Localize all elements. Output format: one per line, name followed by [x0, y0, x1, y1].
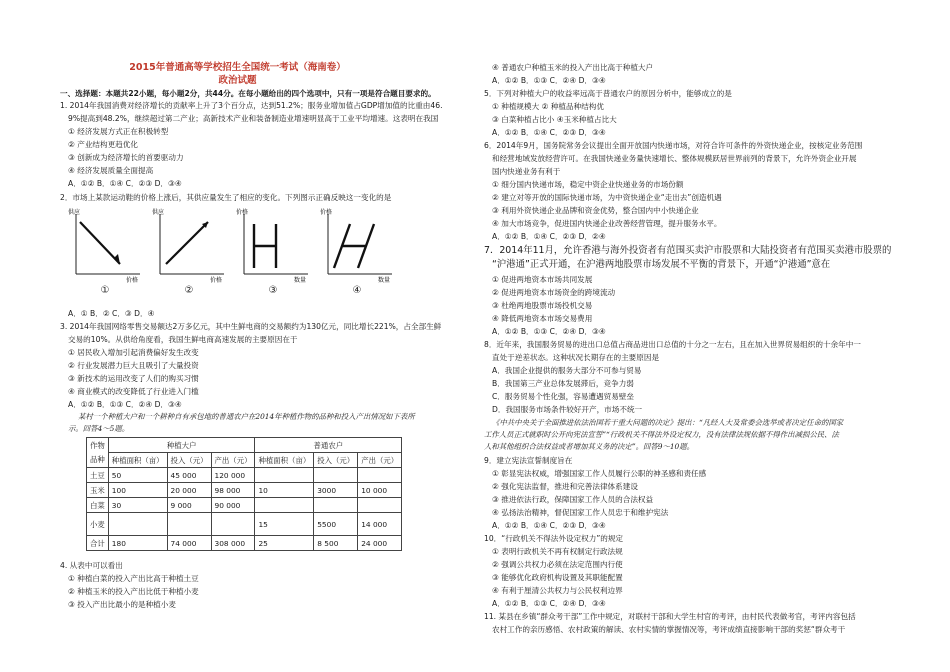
- table-header-cell: 产出（元）: [211, 453, 255, 468]
- exam-title: 2015年普通高等学校招生全国统一考试（海南卷）: [129, 62, 346, 73]
- table-cell: 3000: [314, 483, 358, 498]
- left-line: 1. 2014年我国消费对经济增长的贡献率上升了3个百分点，达到51.2%；服务业增加值占GDP增加值的比重由46.: [60, 101, 443, 110]
- chart-1-label: ①: [100, 285, 110, 296]
- table-cell: 20 000: [167, 483, 211, 498]
- table-cell: [255, 498, 314, 513]
- left-line: ④ 商业模式的改变降低了行业进入门槛: [68, 387, 199, 396]
- chart-4-ylabel: 价格: [320, 209, 333, 216]
- left-line: ③ 新技术的运用改变了人们的购买习惯: [68, 374, 199, 383]
- left-line: 2．市场上某款运动鞋的价格上涨后，其供应量发生了相应的变化。下列图示正确反映这一变化的是: [60, 193, 392, 202]
- exam-subtitle: 政治试题: [218, 75, 257, 86]
- table-cell: [211, 513, 255, 536]
- right-line: 5．下列对种植大户的收益率远高于普通农户的原因分析中，能够成立的是: [484, 89, 732, 98]
- chart-3-xlabel: 数量: [294, 277, 307, 284]
- chart-1-svg: [68, 210, 142, 282]
- right-line: 和经营地域发放经营许可。在我国快递业务量快速增长、整体规模跃居世界前列的背景下，允许外资企业开展: [492, 154, 857, 163]
- passage-line: 某村一个种植大户和一个耕种自有承包地的普通农户在2014年种植作物的品种和投入产出情况如下表所: [78, 412, 415, 421]
- passage-line: 《中共中央关于全面推进依法治国若干重大问题的决定》提出：“凡经人大及常委会选举或者决定任命的国家: [492, 418, 844, 427]
- table-subheader-row: [87, 453, 402, 468]
- left-line: ④ 经济发展质量全面提高: [68, 166, 154, 175]
- table-cell: [314, 498, 358, 513]
- table-cell: 100: [108, 483, 167, 498]
- table-header-cell: 普通农户: [255, 438, 402, 453]
- right-line: A．①② B．①③ C．②④ D．③④: [492, 327, 606, 336]
- table-cell: 合计: [87, 536, 109, 551]
- right-line: C．服务贸易个性化强，容易遭遇贸易壁垒: [492, 392, 634, 401]
- right-line: A．①② B．①④ C．②③ D．③④: [492, 128, 606, 137]
- q7-line: “沪港通”正式开通，在沪港两地股票市场发展不平衡的背景下，开通“沪港通”意在: [492, 259, 831, 270]
- table-cell: 小麦: [87, 513, 109, 536]
- chart-1-xlabel: 价格: [126, 277, 139, 284]
- passage-line: 示。回答4～5题。: [68, 424, 130, 433]
- table-row: [87, 498, 402, 513]
- chart-3-label: ③: [268, 285, 278, 296]
- right-line: ② 强调公共权力必须在法定范围内行使: [492, 560, 623, 569]
- table-cell: 玉米: [87, 483, 109, 498]
- right-line: ① 促进两地资本市场共同发展: [492, 275, 593, 284]
- table-header-cell: 投入（元）: [314, 453, 358, 468]
- table-cell: 土豆: [87, 468, 109, 483]
- table-header-cell: 投入（元）: [167, 453, 211, 468]
- table-cell: 10 000: [358, 483, 402, 498]
- right-line: A．①② B．①③ C．②④ D．③④: [492, 599, 606, 608]
- table-header-cell: 品种: [87, 453, 109, 468]
- section-header: 一、选择题：本题共22小题，每小题2分，共44分。在每小题给出的四个选项中，只有一项是符合题目要求的。: [60, 89, 436, 98]
- left-line: 交易的10%。从供给角度看，我国生鲜电商高速发展的主要原因在于: [68, 335, 298, 344]
- right-line: ③ 白菜种植占比小 ④玉米种植占比大: [492, 115, 617, 124]
- table-cell: 90 000: [211, 498, 255, 513]
- chart-2-svg: [152, 210, 226, 282]
- table-cell: 120 000: [211, 468, 255, 483]
- table-header-row: [87, 438, 402, 453]
- right-line: B．我国第三产业总体发展滞后，竞争力弱: [492, 379, 634, 388]
- right-line: ④ 有利于厘清公共权力与公民权利边界: [492, 586, 623, 595]
- table-cell: 10: [255, 483, 314, 498]
- table-cell: 45 000: [167, 468, 211, 483]
- left-line: ③ 投入产出比最小的是种植小麦: [68, 600, 176, 609]
- table-cell: [358, 468, 402, 483]
- right-line: 国内快递业务有利于: [492, 167, 561, 176]
- right-line: ① 表明行政机关不再有权制定行政法规: [492, 547, 623, 556]
- table-cell: [358, 498, 402, 513]
- chart-2-line: [166, 222, 208, 264]
- table-cell: 24 000: [358, 536, 402, 551]
- table-header-cell: 种植面积（亩）: [255, 453, 314, 468]
- chart-3-svg: [236, 210, 310, 282]
- chart-4-label: ④: [352, 285, 362, 296]
- chart-4: [320, 209, 394, 296]
- right-line: A．①② B．①③ C．②④ D．③④: [492, 76, 606, 85]
- right-line: 9．建立宪法宣誓制度旨在: [484, 456, 573, 465]
- right-line: ④ 加大市场竞争，促进国内快递企业改善经营管理，提升服务水平。: [492, 219, 722, 228]
- right-line: 10．“行政机关不得法外设定权力”的规定: [484, 534, 624, 543]
- table-cell: [255, 468, 314, 483]
- right-line: 6．2014年9月，国务院常务会议提出全面开放国内快递市场，对符合许可条件的外资快递企业，按核定业务范围: [484, 141, 863, 150]
- table-row: [87, 536, 402, 551]
- table-cell: 15: [255, 513, 314, 536]
- table-cell: 30: [108, 498, 167, 513]
- right-line: ① 彰显宪法权威，增强国家工作人员履行公职的神圣感和责任感: [492, 469, 707, 478]
- right-line: ③ 杜绝两地股票市场投机交易: [492, 301, 593, 310]
- right-line: A．①② B．①④ C．②③ D．③④: [492, 521, 606, 530]
- table-cell: [108, 513, 167, 536]
- left-line: 9%提高到48.2%，继续超过第二产业；高新技术产业和装备制造业增速明显高于工业平均增速。这表明在我国: [68, 114, 439, 123]
- chart-3-ylabel: 价格: [236, 209, 249, 216]
- passage-line: 人和其他组织合法权益或者增加其义务的决定”。回答9～10题。: [484, 442, 695, 451]
- chart-2-label: ②: [184, 285, 194, 296]
- right-line: ④ 普通农户种植玉米的投入产出比高于种植大户: [492, 63, 654, 72]
- table-cell: 180: [108, 536, 167, 551]
- table-row: [87, 468, 402, 483]
- table-header-cell: 产出（元）: [358, 453, 402, 468]
- chart-2-xlabel: 价格: [210, 277, 223, 284]
- table-row: [87, 513, 402, 536]
- chart-4-xlabel: 数量: [378, 277, 391, 284]
- chart-2: [152, 209, 226, 296]
- table-cell: [314, 468, 358, 483]
- table-cell: 14 000: [358, 513, 402, 536]
- table-cell: 98 000: [211, 483, 255, 498]
- right-line: ② 建立对等开放的国际快递市场，为中资快递企业“走出去”创造机遇: [492, 193, 722, 202]
- left-line: A．①② B．①④ C．②③ D．③④: [68, 179, 182, 188]
- supply-charts: [68, 210, 448, 300]
- right-line: ③ 利用外资快递企业品牌和资金优势，整合国内中小快递企业: [492, 206, 699, 215]
- table-cell: 50: [108, 468, 167, 483]
- q7-line: 7．2014年11月，允许香港与海外投资者有范围买卖沪市股票和大陆投资者有范围买卖港市股票的: [484, 245, 892, 256]
- left-line: ③ 创新成为经济增长的首要驱动力: [68, 153, 184, 162]
- left-line: ② 种植玉米的投入产出比低于种植小麦: [68, 587, 199, 596]
- table-cell: [167, 513, 211, 536]
- table-header-cell: 种植大户: [108, 438, 255, 453]
- chart-4-svg: [320, 210, 394, 282]
- right-line: ② 强化宪法监督，推进和完善法律体系建设: [492, 482, 638, 491]
- right-line: ④ 降低两地资本市场交易费用: [492, 314, 593, 323]
- table-header-cell: 作物: [87, 438, 109, 453]
- table-cell: 8 500: [314, 536, 358, 551]
- right-line: ② 促进两地资本市场资金的跨境流动: [492, 288, 616, 297]
- table-cell: 74 000: [167, 536, 211, 551]
- right-line: ③ 推进依法行政，保障国家工作人员的合法权益: [492, 495, 654, 504]
- table-cell: 25: [255, 536, 314, 551]
- left-line: ② 行业发展潜力巨大且吸引了大量投资: [68, 361, 199, 370]
- left-line: ② 产业结构更趋优化: [68, 140, 138, 149]
- right-line: A．①② B．①④ C．②③ D．②④: [492, 232, 606, 241]
- left-line: A．① B．② C．③ D．④: [68, 309, 155, 318]
- table-cell: 9 000: [167, 498, 211, 513]
- left-line: ① 种植白菜的投入产出比高于种植土豆: [68, 574, 199, 583]
- right-line: ① 细分国内快递市场，稳定中资企业快递业务的市场份额: [492, 180, 684, 189]
- right-line: 农村工作的亲历感悟、农村政策的解读、农村实情的掌握情况等，考评成绩直接影响干部的奖惩“群众考干: [492, 625, 846, 634]
- chart-2-ylabel: 供应: [152, 209, 165, 216]
- table-cell: 5500: [314, 513, 358, 536]
- right-line: 8．近年来，我国服务贸易的进出口总值占商品进出口总值的十分之一左右，且在加入世界贸易组织的十余年中一: [484, 340, 861, 349]
- left-line: ① 经济发展方式正在积极转型: [68, 127, 169, 136]
- chart-3: [236, 209, 310, 296]
- left-line: A．①② B．①③ C．②④ D．③④: [68, 400, 182, 409]
- left-line: ① 居民收入增加引起消费偏好发生改变: [68, 348, 199, 357]
- right-line: ④ 弘扬法治精神，督促国家工作人员忠于和维护宪法: [492, 508, 669, 517]
- chart-1: [68, 209, 142, 296]
- right-line: D．我国服务市场条件较好开产，市场不统一: [492, 405, 643, 414]
- farm-table: [86, 437, 402, 551]
- left-line: 3. 2014年我国网络零售交易额达2万多亿元，其中生鲜电商的交易额约为130亿元，同比增长221%，占全部生鲜: [60, 322, 442, 331]
- right-line: A．我国企业提供的服务大部分不可参与贸易: [492, 366, 642, 375]
- table-row: [87, 483, 402, 498]
- table-cell: 308 000: [211, 536, 255, 551]
- table-cell: 白菜: [87, 498, 109, 513]
- passage-line: 工作人员正式就职时公开向宪法宣誓”“行政机关不得法外设定权力，没有法律法规依据不得作出减损公民、法: [484, 430, 839, 439]
- right-line: ③ 能够优化政府机构设置及其职能配置: [492, 573, 623, 582]
- chart-1-line: [80, 222, 120, 264]
- left-line: 4. 从表中可以看出: [60, 561, 123, 570]
- right-line: 直处于逆差状态。这种状况长期存在的主要原因是: [492, 353, 660, 362]
- right-line: 11. 某县在乡镇“群众考干部”工作中规定，对联村干部和大学生村官的考评，由村民代表做考官，考评内容包括: [484, 612, 856, 621]
- table-header-cell: 种植面积（亩）: [108, 453, 167, 468]
- chart-1-ylabel: 供应: [68, 209, 81, 216]
- right-line: ① 种植规模大 ② 种植品种结构优: [492, 102, 604, 111]
